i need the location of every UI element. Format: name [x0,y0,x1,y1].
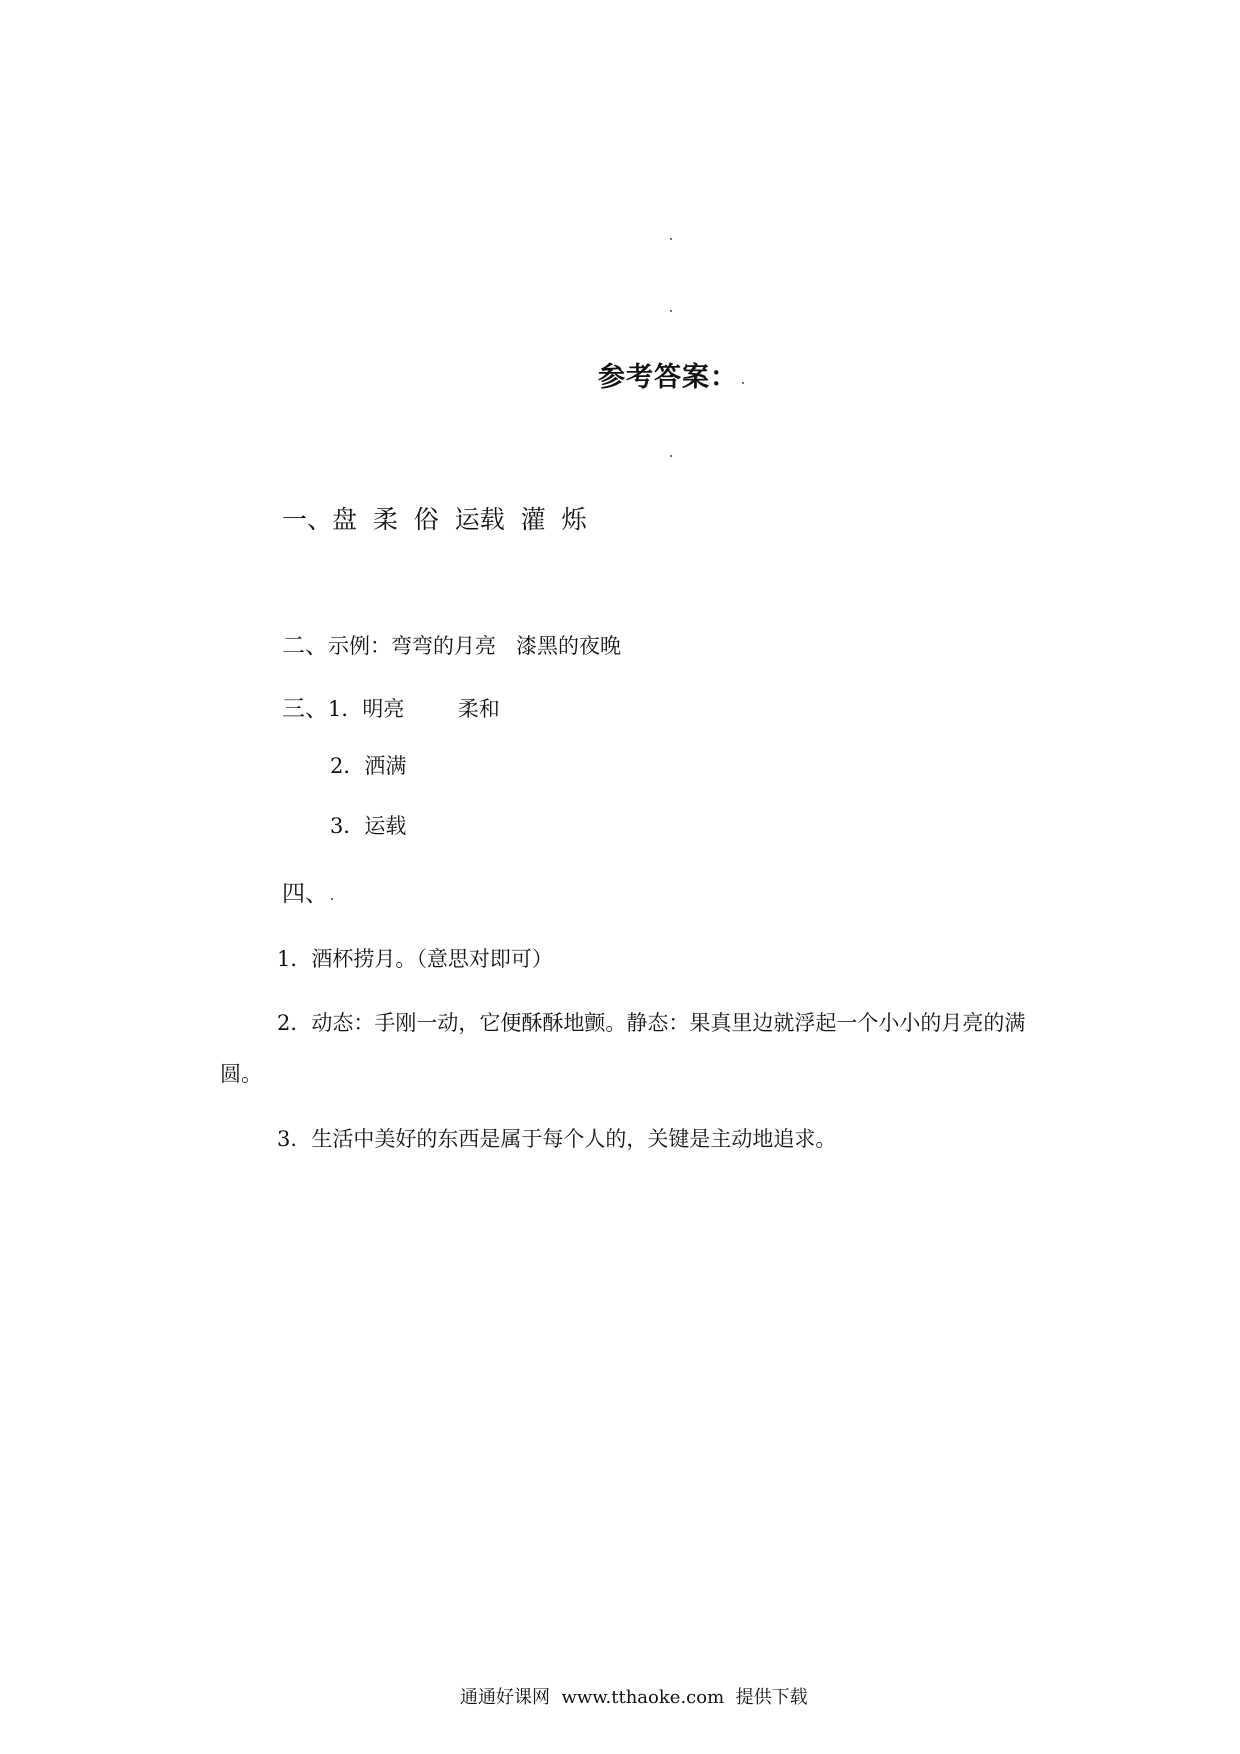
section-3-label: 三、 [282,696,328,722]
stray-dot [331,898,333,900]
section-3-item-1: 1．明亮 柔和 [328,697,500,721]
section-3-item-3: 3．运载 [330,814,407,838]
page-title: 参考答案： [598,362,738,393]
section-2-text: 示例：弯弯的月亮 漆黑的夜晚 [328,634,622,658]
section-3 [282,690,500,723]
footer-credit: 通通好课网 www.tthaoke.com 提供下载 [460,1687,808,1708]
section-2-label: 二、 [282,633,328,659]
section-1-label: 一、 [282,505,333,534]
stray-dot [670,455,672,457]
section-1-answers: 盘 柔 俗 运载 灌 烁 [332,505,587,534]
section-4-item-2-line-1: 2．动态：手刚一动，它便酥酥地颤。静态：果真里边就浮起一个小小的月亮的满 [277,1011,1026,1035]
section-4-item-3: 3．生活中美好的东西是属于每个人的，关键是主动地追求。 [277,1127,837,1151]
stray-dot [742,382,744,384]
section-3-item-2: 2．洒满 [330,754,407,778]
stray-dot [670,238,672,240]
section-4-item-2-line-2: 圆。 [220,1062,262,1086]
section-2 [282,627,621,660]
stray-dot [670,310,672,312]
section-4-item-1: 1．酒杯捞月。（意思对即可） [277,947,553,971]
section-1 [282,500,586,536]
section-4-label: 四、 [282,881,328,907]
